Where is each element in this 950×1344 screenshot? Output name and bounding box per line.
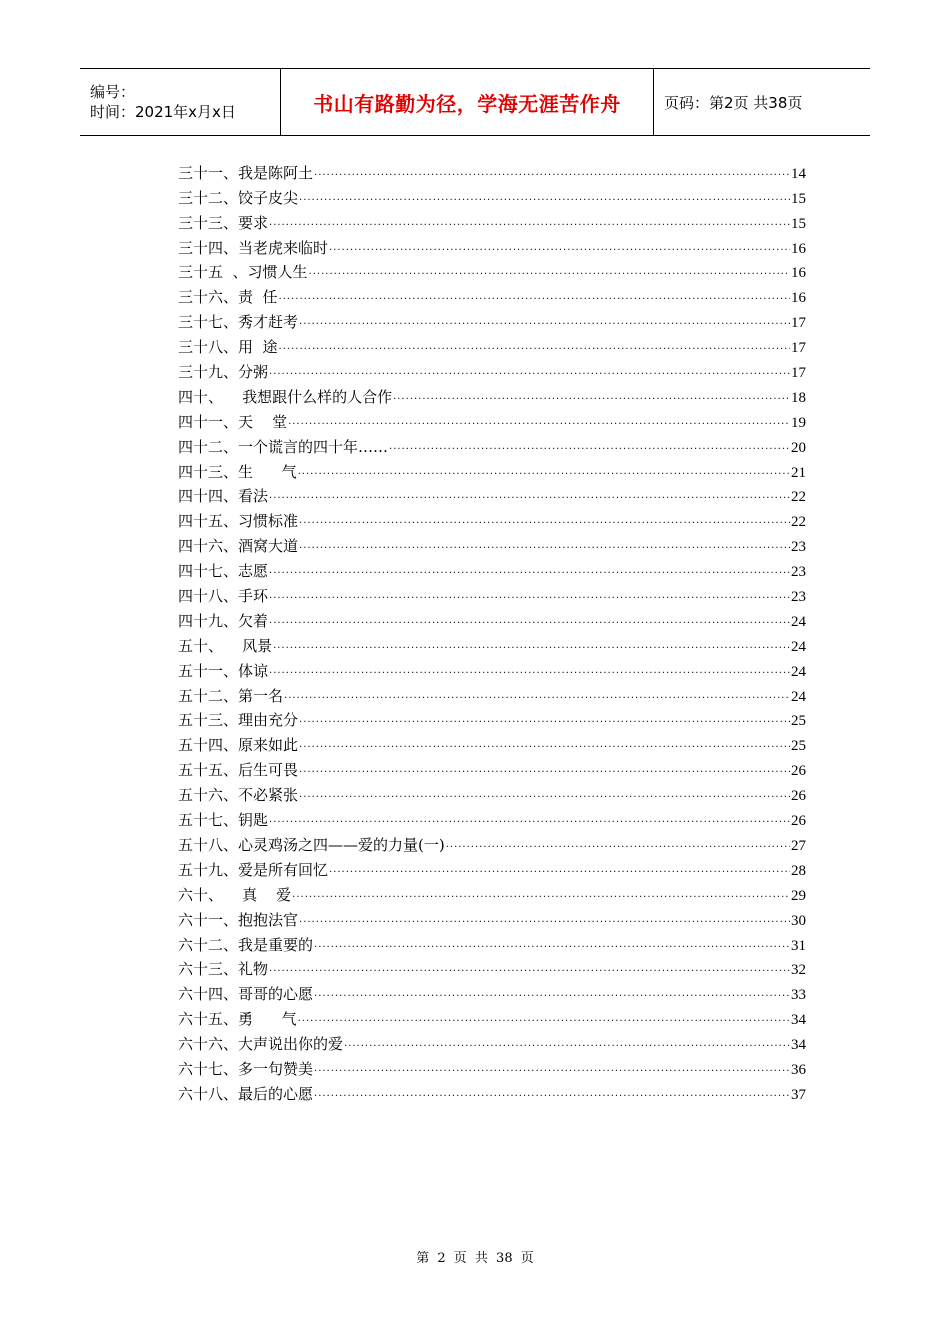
toc-entry-title: 三十二、饺子皮尖 [178, 188, 299, 207]
toc-entry-title: 六十五、勇 气 [178, 1010, 297, 1029]
toc-dot-leader [269, 365, 790, 379]
toc-entry-page: 32 [791, 962, 806, 979]
toc-entry[interactable] [178, 681, 806, 706]
toc-entry-title: 五十九、爱是所有回忆 [178, 860, 329, 879]
toc-dot-leader [273, 639, 790, 653]
toc-entry-page: 15 [791, 215, 806, 232]
toc-dot-leader [309, 265, 790, 279]
toc-entry-page: 14 [791, 165, 806, 182]
toc-dot-leader [269, 589, 790, 603]
toc-entry[interactable] [178, 432, 806, 457]
toc-dot-leader [298, 1012, 790, 1026]
toc-dot-leader [314, 938, 790, 952]
toc-dot-leader [269, 664, 790, 678]
table-of-contents [178, 158, 806, 1104]
toc-entry-page: 17 [791, 340, 806, 357]
toc-entry-title: 六十七、多一句赞美 [178, 1059, 314, 1078]
toc-dot-leader [292, 888, 790, 902]
toc-entry-title: 五十八、心灵鸡汤之四——爱的力量(一) [178, 835, 445, 854]
toc-entry[interactable] [178, 556, 806, 581]
toc-entry-title: 四十四、看法 [178, 487, 269, 506]
toc-entry[interactable] [178, 656, 806, 681]
toc-entry-title: 四十、 我想跟什么样的人合作 [178, 387, 393, 406]
page-footer: 第 2 页 共 38 页 [416, 1251, 534, 1266]
toc-dot-leader [279, 340, 790, 354]
toc-dot-leader [299, 763, 790, 777]
toc-entry-page: 23 [791, 564, 806, 581]
toc-entry-page: 26 [791, 763, 806, 780]
toc-entry-page: 25 [791, 713, 806, 730]
header-meta [80, 69, 281, 135]
toc-dot-leader [299, 788, 790, 802]
toc-entry-page: 34 [791, 1012, 806, 1029]
toc-entry[interactable] [178, 805, 806, 830]
toc-dot-leader [329, 863, 790, 877]
toc-entry[interactable] [178, 1054, 806, 1079]
toc-entry[interactable] [178, 755, 806, 780]
page-header [80, 68, 870, 136]
toc-entry[interactable] [178, 780, 806, 805]
toc-entry-page: 24 [791, 663, 806, 680]
toc-entry-page: 33 [791, 987, 806, 1004]
toc-entry-page: 34 [791, 1037, 806, 1054]
toc-entry[interactable] [178, 581, 806, 606]
toc-entry-page: 25 [791, 738, 806, 755]
toc-entry-page: 30 [791, 912, 806, 929]
toc-entry[interactable] [178, 1029, 806, 1054]
serial-label: 编号： [90, 83, 136, 101]
toc-dot-leader [446, 838, 790, 852]
toc-entry-page: 22 [791, 489, 806, 506]
toc-dot-leader [314, 1087, 790, 1101]
motto: 书山有路勤为径，学海无涯苦作舟 [313, 91, 621, 116]
toc-entry-title: 六十四、哥哥的心愿 [178, 985, 314, 1004]
toc-entry[interactable] [178, 1079, 806, 1104]
toc-entry[interactable] [178, 1004, 806, 1029]
toc-dot-leader [269, 564, 790, 578]
toc-entry-page: 26 [791, 813, 806, 830]
toc-dot-leader [284, 689, 790, 703]
toc-dot-leader [279, 290, 790, 304]
toc-entry[interactable] [178, 482, 806, 507]
toc-entry-page: 28 [791, 862, 806, 879]
toc-entry-title: 五十一、体谅 [178, 661, 269, 680]
toc-entry[interactable] [178, 307, 806, 332]
toc-entry-title: 三十九、分粥 [178, 363, 269, 382]
toc-entry-page: 21 [791, 464, 806, 481]
toc-dot-leader [314, 166, 790, 180]
toc-entry-title: 三十三、要求 [178, 213, 269, 232]
toc-dot-leader [299, 191, 790, 205]
toc-entry-title: 四十二、一个谎言的四十年…… [178, 437, 389, 456]
toc-entry-title: 五十三、理由充分 [178, 711, 299, 730]
toc-entry-page: 26 [791, 788, 806, 805]
toc-entry[interactable] [178, 905, 806, 930]
toc-entry-title: 四十一、天 堂 [178, 412, 288, 431]
toc-entry-title: 三十五 、习惯人生 [178, 263, 308, 282]
toc-entry[interactable] [178, 233, 806, 258]
toc-entry-page: 29 [791, 887, 806, 904]
toc-dot-leader [299, 713, 790, 727]
toc-entry-page: 20 [791, 439, 806, 456]
toc-entry[interactable] [178, 606, 806, 631]
toc-entry[interactable] [178, 880, 806, 905]
toc-entry-page: 16 [791, 290, 806, 307]
toc-entry-title: 四十九、欠着 [178, 611, 269, 630]
toc-entry-title: 三十六、责 任 [178, 288, 278, 307]
header-page-info-cell [654, 69, 870, 135]
toc-entry[interactable] [178, 706, 806, 731]
toc-dot-leader [299, 539, 790, 553]
toc-entry-title: 四十六、酒窝大道 [178, 537, 299, 556]
toc-dot-leader [288, 415, 790, 429]
toc-entry-page: 17 [791, 315, 806, 332]
toc-entry-title: 五十六、不必紧张 [178, 786, 299, 805]
toc-entry-title: 五十五、后生可畏 [178, 761, 299, 780]
toc-entry-title: 四十三、生 气 [178, 462, 297, 481]
time-label: 时间：2021年x月x日 [90, 103, 236, 121]
toc-entry[interactable] [178, 631, 806, 656]
toc-entry-title: 五十七、钥匙 [178, 811, 269, 830]
toc-entry-title: 五十、 风景 [178, 636, 273, 655]
toc-dot-leader [299, 315, 790, 329]
toc-entry-title: 六十八、最后的心愿 [178, 1084, 314, 1103]
toc-dot-leader [389, 440, 790, 454]
toc-dot-leader [314, 987, 790, 1001]
toc-entry[interactable] [178, 332, 806, 357]
toc-entry[interactable] [178, 730, 806, 755]
toc-dot-leader [329, 241, 790, 255]
toc-entry-page: 24 [791, 688, 806, 705]
toc-entry-page: 22 [791, 514, 806, 531]
toc-dot-leader [314, 1062, 790, 1076]
toc-entry-page: 15 [791, 190, 806, 207]
toc-entry[interactable] [178, 382, 806, 407]
toc-entry[interactable] [178, 955, 806, 980]
toc-entry-title: 三十七、秀才赶考 [178, 313, 299, 332]
toc-dot-leader [344, 1037, 790, 1051]
toc-entry-page: 17 [791, 365, 806, 382]
toc-entry-title: 六十二、我是重要的 [178, 935, 314, 954]
toc-entry-page: 16 [791, 265, 806, 282]
toc-entry-title: 五十四、原来如此 [178, 736, 299, 755]
toc-entry-title: 三十四、当老虎来临时 [178, 238, 329, 257]
toc-entry-title: 四十八、手环 [178, 587, 269, 606]
toc-entry-page: 24 [791, 638, 806, 655]
toc-entry[interactable] [178, 258, 806, 283]
toc-entry-page: 37 [791, 1086, 806, 1103]
toc-dot-leader [269, 489, 790, 503]
toc-dot-leader [269, 614, 790, 628]
toc-entry-title: 三十一、我是陈阿土 [178, 163, 314, 182]
toc-entry-page: 23 [791, 589, 806, 606]
toc-entry[interactable] [178, 282, 806, 307]
toc-dot-leader [299, 514, 790, 528]
toc-entry-title: 四十七、志愿 [178, 562, 269, 581]
toc-entry[interactable] [178, 457, 806, 482]
toc-entry[interactable] [178, 830, 806, 855]
toc-entry-title: 三十八、用 途 [178, 338, 278, 357]
toc-entry-page: 19 [791, 414, 806, 431]
toc-entry-page: 24 [791, 613, 806, 630]
header-motto-cell [281, 69, 654, 135]
toc-entry-page: 36 [791, 1061, 806, 1078]
toc-entry-page: 27 [791, 837, 806, 854]
toc-entry-page: 31 [791, 937, 806, 954]
toc-dot-leader [299, 913, 790, 927]
toc-dot-leader [299, 738, 790, 752]
toc-entry[interactable] [178, 158, 806, 183]
toc-entry-title: 六十、 真 爱 [178, 885, 292, 904]
toc-entry[interactable] [178, 979, 806, 1004]
toc-entry[interactable] [178, 855, 806, 880]
toc-entry[interactable] [178, 407, 806, 432]
toc-entry[interactable] [178, 506, 806, 531]
page-info: 页码：第2页 共38页 [664, 93, 803, 112]
toc-dot-leader [269, 813, 790, 827]
toc-entry[interactable] [178, 531, 806, 556]
toc-dot-leader [298, 465, 790, 479]
toc-dot-leader [269, 216, 790, 230]
toc-entry-title: 六十三、礼物 [178, 960, 269, 979]
toc-entry-title: 五十二、第一名 [178, 686, 284, 705]
toc-entry-page: 18 [791, 389, 806, 406]
toc-entry[interactable] [178, 208, 806, 233]
toc-dot-leader [393, 390, 790, 404]
toc-entry-page: 16 [791, 240, 806, 257]
toc-dot-leader [269, 962, 790, 976]
toc-entry-page: 23 [791, 539, 806, 556]
toc-entry[interactable] [178, 183, 806, 208]
toc-entry-title: 六十一、抱抱法官 [178, 910, 299, 929]
toc-entry[interactable] [178, 357, 806, 382]
toc-entry-title: 四十五、习惯标准 [178, 512, 299, 531]
toc-entry[interactable] [178, 930, 806, 955]
toc-entry-title: 六十六、大声说出你的爱 [178, 1035, 344, 1054]
